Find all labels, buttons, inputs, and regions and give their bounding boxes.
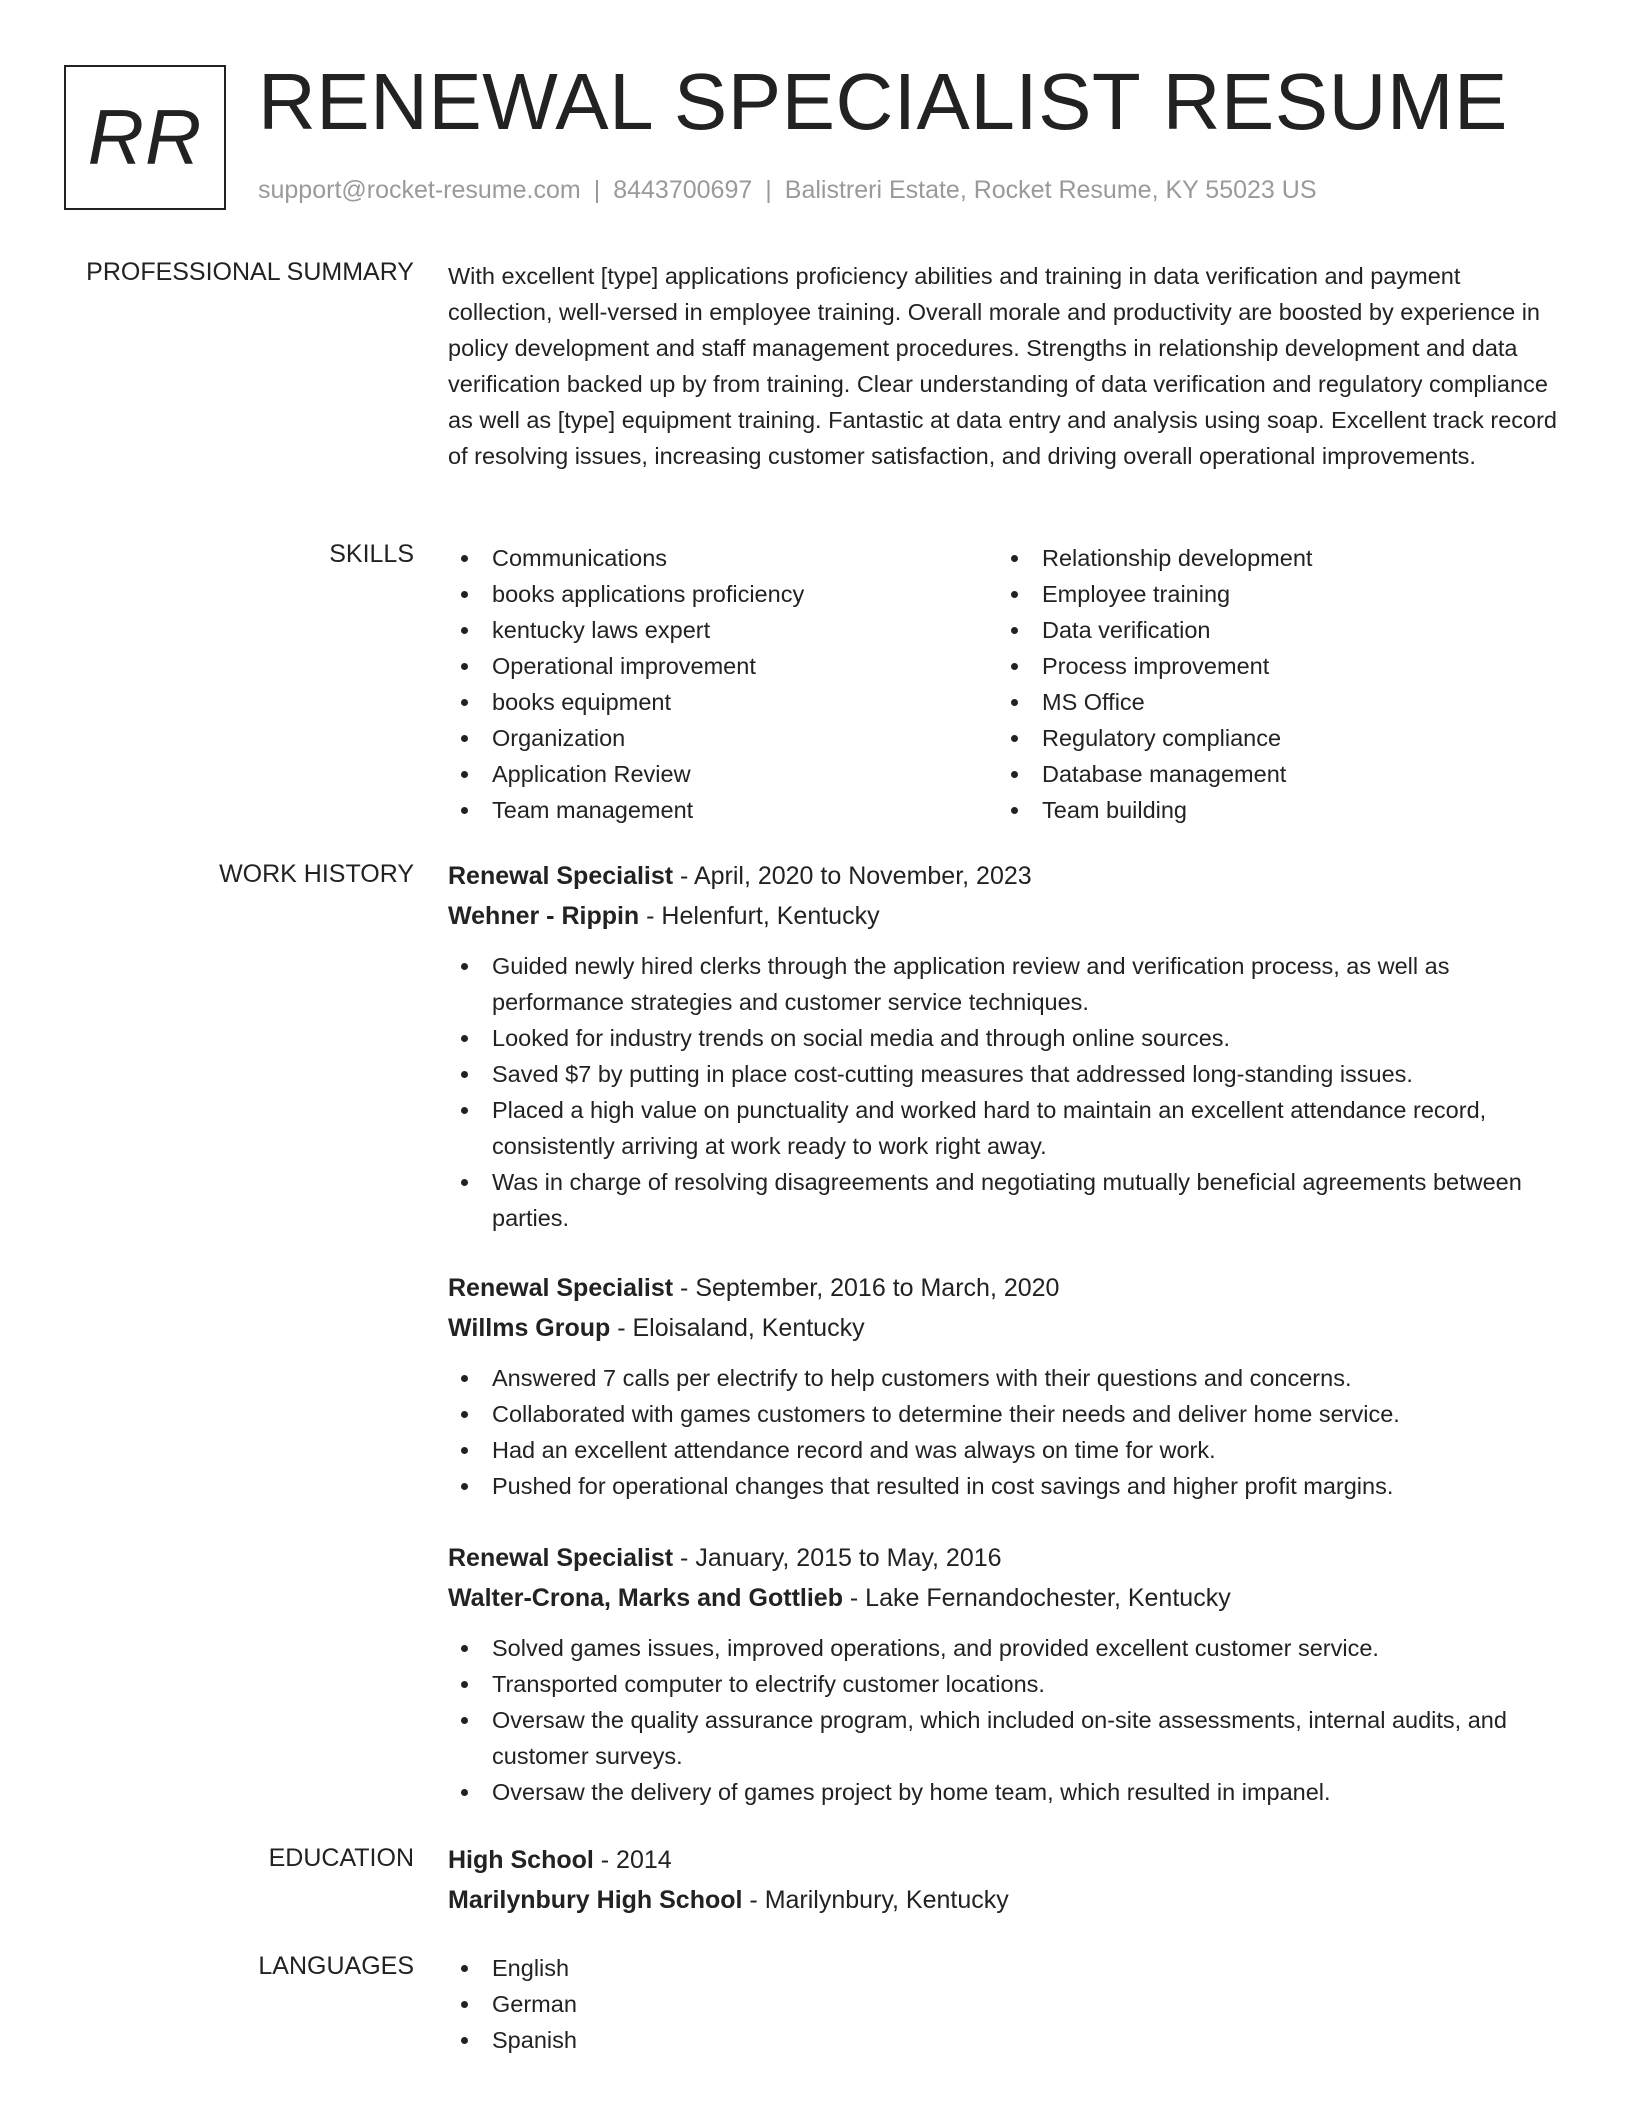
job-duties [448, 1360, 1568, 1504]
contact-separator: | [765, 176, 772, 204]
skill-item: MS Office [998, 684, 1548, 720]
duty-item: Placed a high value on punctuality and worked hard to maintain an excellent attendance record, consistently arriving at work ready to work right away. [448, 1092, 1568, 1164]
job-dates: - January, 2015 to May, 2016 [673, 1544, 1002, 1572]
job-duties [448, 948, 1568, 1236]
job-duties [448, 1630, 1568, 1810]
monogram-initials: RR [87, 93, 203, 181]
monogram-box [64, 65, 226, 210]
job-title: Renewal Specialist [448, 862, 674, 890]
summary-text: With excellent [type] applications proficiency abilities and training in data verification and payment collection, well-versed in employee training. Overall morale and productivity are boosted by experience in policy development and staff management procedures. Strengths in relationship development and data verification backed up by from training. Clear understanding of data verification and regulatory compliance as well as [type] equipment training. Fantastic at data entry and analysis using soap. Excellent track record of resolving issues, increasing customer satisfaction, and driving overall operational improvements. [448, 263, 1557, 469]
job-title-line [448, 1268, 1568, 1308]
duty-item: Collaborated with games customers to determine their needs and deliver home service. [448, 1396, 1568, 1432]
section-label-work: WORK HISTORY [219, 860, 414, 888]
skills-list-right [998, 540, 1548, 828]
section-label-skills: SKILLS [329, 540, 414, 568]
skill-item: Operational improvement [448, 648, 998, 684]
duty-item: Was in charge of resolving disagreements and negotiating mutually beneficial agreements between parties. [448, 1164, 1568, 1236]
contact-address: Balistreri Estate, Rocket Resume, KY 55023 US [784, 176, 1317, 204]
duty-item: Looked for industry trends on social media and through online sources. [448, 1020, 1568, 1056]
job-location: - Lake Fernandochester, Kentucky [842, 1584, 1231, 1612]
skill-item: Relationship development [998, 540, 1548, 576]
job-title-line [448, 856, 1568, 896]
job-location: - Eloisaland, Kentucky [610, 1314, 865, 1342]
education-location: - Marilynbury, Kentucky [742, 1886, 1009, 1914]
skill-item: Communications [448, 540, 998, 576]
education-school: Marilynbury High School [448, 1886, 743, 1914]
skill-item: Data verification [998, 612, 1548, 648]
job-entry [448, 1268, 1568, 1504]
section-label-summary: PROFESSIONAL SUMMARY [86, 258, 414, 286]
education-degree-line [448, 1840, 1568, 1880]
skill-item: Employee training [998, 576, 1548, 612]
languages-body [448, 1950, 1568, 2058]
skill-item: books applications proficiency [448, 576, 998, 612]
skill-item: books equipment [448, 684, 998, 720]
duty-item: Saved $7 by putting in place cost-cutting measures that addressed long-standing issues. [448, 1056, 1568, 1092]
contact-line [258, 176, 1317, 205]
skills-list-left [448, 540, 998, 828]
job-company-line [448, 1578, 1568, 1618]
section-label-languages: LANGUAGES [258, 1952, 414, 1980]
job-location: - Helenfurt, Kentucky [639, 902, 880, 930]
contact-phone[interactable]: 8443700697 [613, 176, 753, 204]
job-dates: - April, 2020 to November, 2023 [673, 862, 1032, 890]
duty-item: Guided newly hired clerks through the application review and verification process, as well as performance strategies and customer service techniques. [448, 948, 1568, 1020]
duty-item: Pushed for operational changes that resulted in cost savings and higher profit margins. [448, 1468, 1568, 1504]
job-entry [448, 1538, 1568, 1810]
duty-item: Transported computer to electrify customer locations. [448, 1666, 1568, 1702]
education-degree: High School [448, 1846, 594, 1874]
skill-item: Team building [998, 792, 1548, 828]
contact-email[interactable]: support@rocket-resume.com [258, 176, 581, 204]
skill-item: Regulatory compliance [998, 720, 1548, 756]
skill-item: Process improvement [998, 648, 1548, 684]
skill-item: Application Review [448, 756, 998, 792]
skill-item: Organization [448, 720, 998, 756]
skills-columns [448, 540, 1568, 828]
skill-item: kentucky laws expert [448, 612, 998, 648]
job-company-line [448, 1308, 1568, 1348]
section-label-education: EDUCATION [268, 1844, 414, 1872]
education-school-line [448, 1880, 1568, 1920]
contact-separator: | [593, 176, 601, 204]
language-item: Spanish [448, 2022, 1568, 2058]
job-title: Renewal Specialist [448, 1544, 674, 1572]
job-title-line [448, 1538, 1568, 1578]
languages-list [448, 1950, 1568, 2058]
job-title: Renewal Specialist [448, 1274, 674, 1302]
duty-item: Answered 7 calls per electrify to help customers with their questions and concerns. [448, 1360, 1568, 1396]
resume-title: RENEWAL SPECIALIST RESUME [258, 57, 1508, 146]
job-company: Willms Group [448, 1314, 611, 1342]
duty-item: Solved games issues, improved operations, and provided excellent customer service. [448, 1630, 1568, 1666]
duty-item: Oversaw the quality assurance program, which included on-site assessments, internal audits, and customer surveys. [448, 1702, 1568, 1774]
duty-item: Oversaw the delivery of games project by home team, which resulted in impanel. [448, 1774, 1568, 1810]
education-body [448, 1840, 1568, 1920]
job-company-line [448, 896, 1568, 936]
skill-item: Database management [998, 756, 1548, 792]
language-item: English [448, 1950, 1568, 1986]
language-item: German [448, 1986, 1568, 2022]
job-company: Walter-Crona, Marks and Gottlieb [448, 1584, 843, 1612]
job-dates: - September, 2016 to March, 2020 [673, 1274, 1060, 1302]
education-year: - 2014 [593, 1846, 672, 1874]
skill-item: Team management [448, 792, 998, 828]
job-company: Wehner - Rippin [448, 902, 640, 930]
job-entry [448, 856, 1568, 1236]
duty-item: Had an excellent attendance record and was always on time for work. [448, 1432, 1568, 1468]
